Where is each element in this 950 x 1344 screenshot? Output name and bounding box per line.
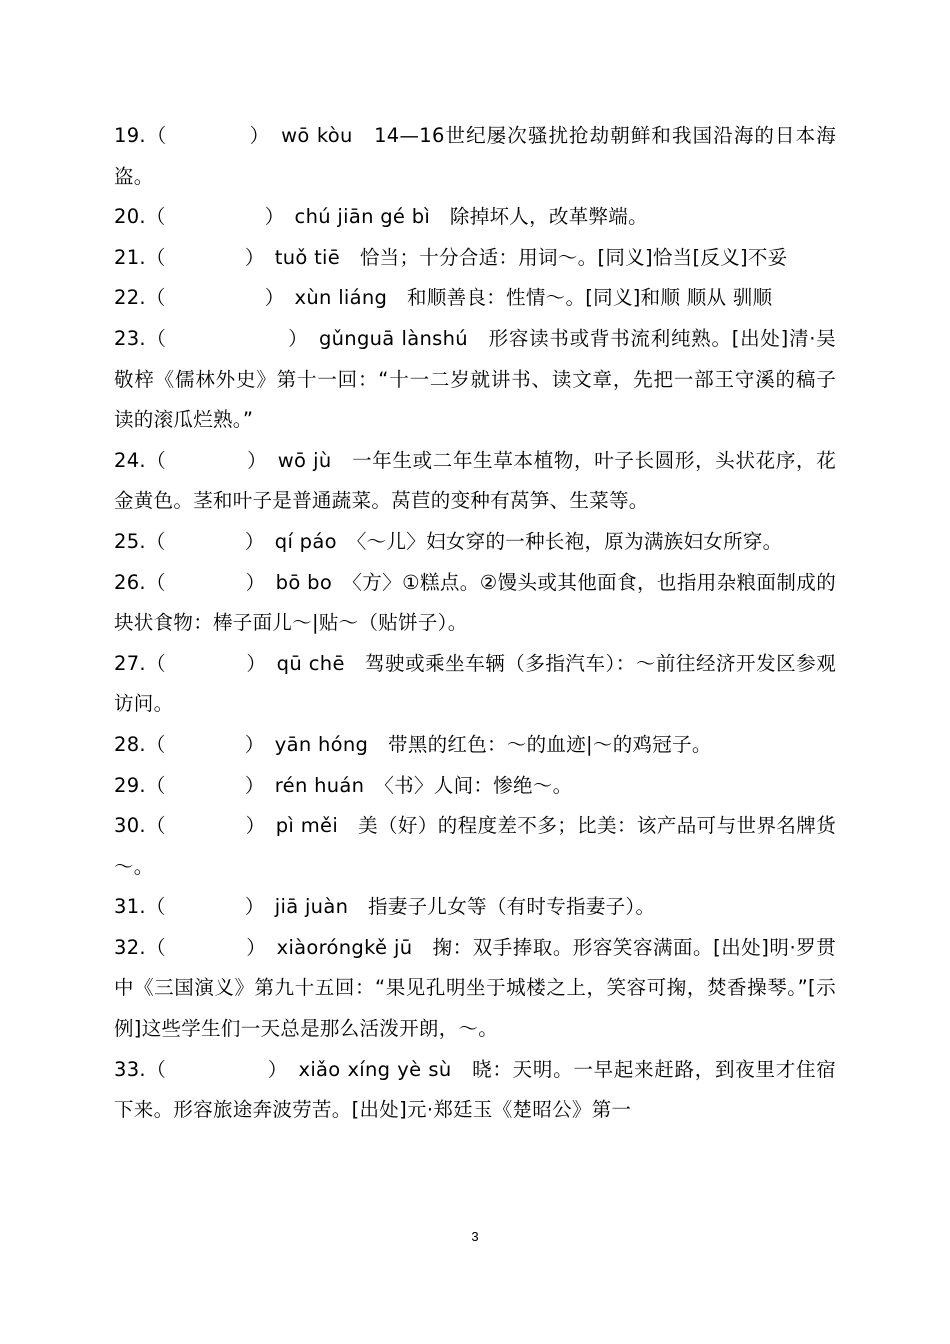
entry-33: 33.（ ） xiǎo xíng yè sù 晓：天明。一早起来赶路，到夜里才住宿下来。形容旅途奔波劳苦。[出处]元·郑廷玉《楚昭公》第一 [114,1057,836,1122]
entry-list [114,116,836,1131]
entry-26: 26.（ ） bō bo 〈方〉①糕点。②馒头或其他面食，也指用杂粮面制成的块状食物：棒子面儿～|贴～（贴饼子）。 [114,570,836,635]
entry-29: 29.（ ） rén huán 〈书〉人间：惨绝～。 [114,773,573,797]
entry-24: 24.（ ） wō jù 一年生或二年生草本植物，叶子长圆形，头状花序，花金黄色。茎和叶子是普通蔬菜。莴苣的变种有莴笋、生菜等。 [114,448,836,513]
entry-20: 20.（ ） chú jiān gé bì 除掉坏人，改革弊端。 [114,205,648,229]
entry-32: 32.（ ） xiàoróngkě jū 掬：双手捧取。形容笑容满面。[出处]明·罗贯中《三国演义》第九十五回：“果见孔明坐于城楼之上，笑容可掬，焚香操琴。”[示例]这些学生们一天总是那么活泼开朗，～。 [114,935,836,1041]
entry-30: 30.（ ） pì měi 美（好）的程度差不多；比美：该产品可与世界名牌货～。 [114,814,836,878]
entry-23: 23.（ ） gǔnguā lànshú 形容读书或背书流利纯熟。[出处]清·吴敬梓《儒林外史》第十一回：“十一二岁就讲书、读文章，先把一部王守溪的稿子读的滚瓜烂熟。” [114,326,836,432]
entry-28: 28.（ ） yān hóng 带黑的红色：～的血迹|～的鸡冠子。 [114,732,712,756]
entry-27: 27.（ ） qū chē 驾驶或乘坐车辆（多指汽车）：～前往经济开发区参观访问。 [114,651,836,716]
entry-22: 22.（ ） xùn liáng 和顺善良：性情～。[同义]和顺 顺从 驯顺 [114,286,773,310]
page-number: 3 [471,1229,479,1244]
entry-21: 21.（ ） tuǒ tiē 恰当；十分合适：用词～。[同义]恰当[反义]不妥 [114,245,788,269]
entry-19: 19.（ ） wō kòu 14—16世纪屡次骚扰抢劫朝鲜和我国沿海的日本海盗。 [114,124,836,188]
entry-25: 25.（ ） qí páo 〈～儿〉妇女穿的一种长袍，原为满族妇女所穿。 [114,529,783,553]
entry-31: 31.（ ） jiā juàn 指妻子儿女等（有时专指妻子）。 [114,895,656,919]
